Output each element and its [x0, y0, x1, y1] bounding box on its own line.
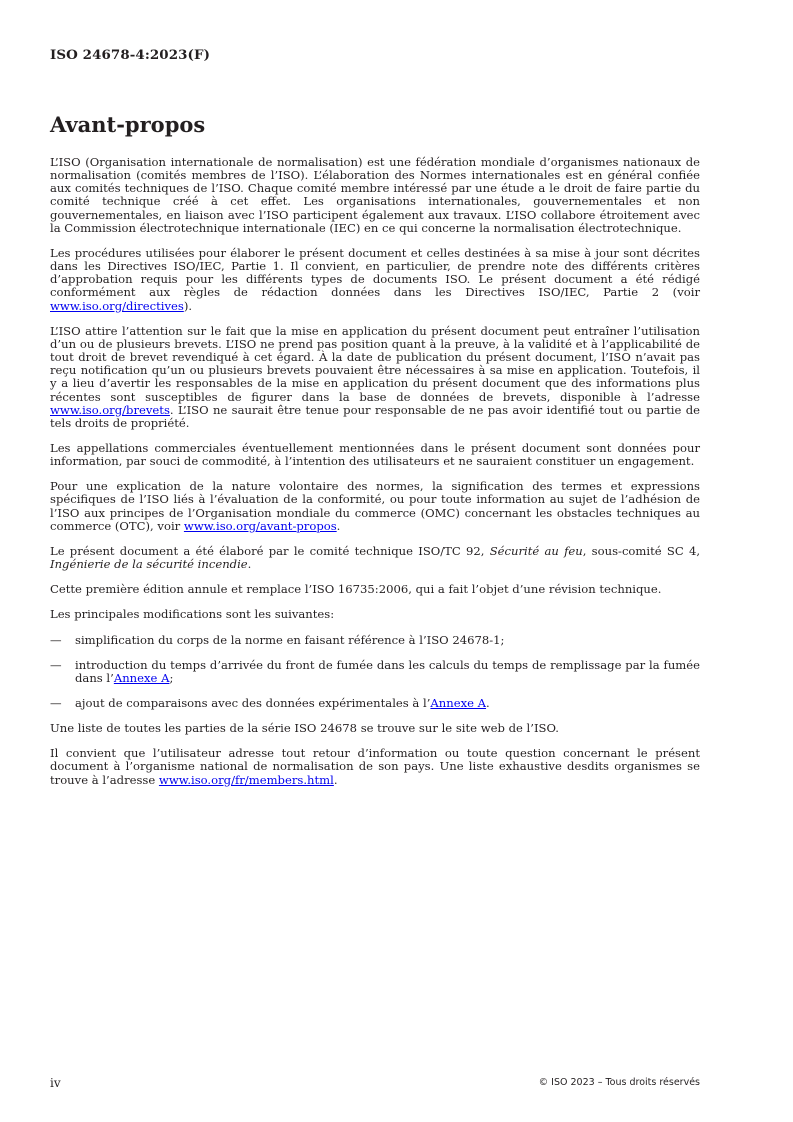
change-item-text-end: ;: [169, 670, 174, 685]
paragraph-procedures-end: ).: [183, 298, 193, 313]
list-dash: —: [50, 696, 62, 710]
directives-link[interactable]: www.iso.org/directives: [50, 298, 184, 313]
change-list-item: [50, 659, 700, 685]
paragraph-committee-end: .: [247, 557, 252, 572]
committee-name: Sécurité au feu: [489, 543, 583, 558]
change-item-text-end: .: [486, 696, 490, 710]
paragraph-iso-intro: L’ISO (Organisation internationale de normalisation) est une fédération mondiale d’organismes nationaux de normalisation (comités membres de l’ISO). L’élaboration des Normes internationales est en général confiée aux comités techniques de l’ISO. Chaque comité membre intéressé par une étude a le droit de faire partie du comité technique créé à cet effet. Les organisations internationales, gouvernementales et non gouvernementales, en liaison avec l’ISO participent également aux travaux. L’ISO collabore étroitement avec la Commission électrotechnique internationale (IEC) en ce qui concerne la normalisation électrotechnique.: [50, 155, 700, 235]
change-item-text: [75, 659, 700, 685]
annex-a-link[interactable]: Annexe A: [430, 696, 487, 710]
paragraph-voluntary-end: .: [336, 518, 341, 533]
change-list-item: [50, 697, 700, 710]
paragraph-procedures: [50, 247, 700, 313]
paragraph-feedback-end: .: [333, 772, 338, 787]
change-item-text: simplification du corps de la norme en faisant référence à l’ISO 24678-1;: [75, 632, 505, 647]
paragraph-feedback-text: Il convient que l’utilisateur adresse tout retour d’information ou toute question concernant le présent document à l’organisme national de normalisation de son pays. Une liste exhaustive desdits organismes se trouve à l’adresse: [50, 746, 700, 787]
paragraph-patents: [50, 325, 700, 430]
paragraph-patents-text: L’ISO attire l’attention sur le fait que la mise en application du présent document peut entraîner l’utilisation d’un ou de plusieurs brevets. L’ISO ne prend pas position quant à la preuve, à la validité et à l’applicabilité de tout droit de brevet revendiqué à cet égard. À la date de publication du présent document, l’ISO n’avait pas reçu notification qu’un ou plusieurs brevets pouvaient être nécessaires à sa mise en application. Toutefois, il y a lieu d’avertir les responsables de la mise en application du présent document que des informations plus récentes sont susceptibles de figurer dans la base de données de brevets, disponible à l’adresse: [50, 323, 700, 404]
paragraph-series-list: Une liste de toutes les parties de la série ISO 24678 se trouve sur le site web de l’ISO.: [50, 721, 559, 736]
patents-link[interactable]: www.iso.org/brevets: [50, 402, 170, 417]
paragraph-voluntary-text: Pour une explication de la nature volontaire des normes, la signification des termes et expressions spécifiques de l’ISO liés à l’évaluation de la conformité, ou pour toute information au sujet de l’adhésion de l’ISO aux principes de l’Organisation mondiale du commerce (OMC) concernant les obstacles techniques au commerce (OTC), voir: [50, 479, 700, 533]
copyright-notice: © ISO 2023 – Tous droits réservés: [538, 1077, 700, 1088]
paragraph-trade-names: Les appellations commerciales éventuellement mentionnées dans le présent document sont données pour information, par souci de commodité, à l’intention des utilisateurs et ne sauraient constituer un engagement.: [50, 440, 700, 469]
change-list-item: [50, 634, 700, 647]
paragraph-procedures-text: Les procédures utilisées pour élaborer le présent document et celles destinées à sa mise à jour sont décrites dans les Directives ISO/IEC, Partie 1. Il convient, en particulier, de prendre note des différents critères d’approbation requis pour les différents types de documents ISO. Le présent document a été rédigé conformément aux règles de rédaction données dans les Directives ISO/IEC, Partie 2 (voir: [50, 245, 700, 300]
paragraph-changes-intro: Les principales modifications sont les suivantes:: [50, 607, 335, 622]
paragraph-committee-mid: , sous-comité SC 4,: [582, 543, 701, 558]
page-number: iv: [50, 1076, 61, 1090]
change-item-text: [75, 697, 700, 710]
foreword-link[interactable]: www.iso.org/avant-propos: [183, 518, 337, 533]
page-title: Avant-propos: [50, 112, 206, 137]
paragraph-patents-end: . L’ISO ne saurait être tenue pour responsable de ne pas avoir identifié tout ou partie de tels droits de propriété.: [50, 402, 700, 430]
paragraph-committee: [50, 545, 700, 571]
paragraph-feedback: [50, 747, 700, 786]
paragraph-committee-text: Le présent document a été élaboré par le comité technique ISO/TC 92,: [50, 543, 490, 558]
subcommittee-name: Ingénierie de la sécurité incendie: [50, 557, 248, 572]
paragraph-edition: Cette première édition annule et remplace l’ISO 16735:2006, qui a fait l’objet d’une révision technique.: [50, 582, 662, 597]
document-id-header: ISO 24678-4:2023(F): [50, 47, 211, 63]
change-item-text-start: introduction du temps d’arrivée du front de fumée dans les calculs du temps de remplissage par la fumée dans l’: [75, 657, 700, 685]
members-link[interactable]: www.iso.org/fr/members.html: [158, 772, 334, 787]
list-dash: —: [50, 632, 62, 647]
annex-a-link[interactable]: Annexe A: [113, 670, 170, 685]
paragraph-voluntary-nature: [50, 480, 700, 533]
foreword-body: [50, 156, 700, 799]
change-item-text-start: ajout de comparaisons avec des données expérimentales à l’: [75, 696, 431, 710]
list-dash: —: [50, 657, 62, 672]
